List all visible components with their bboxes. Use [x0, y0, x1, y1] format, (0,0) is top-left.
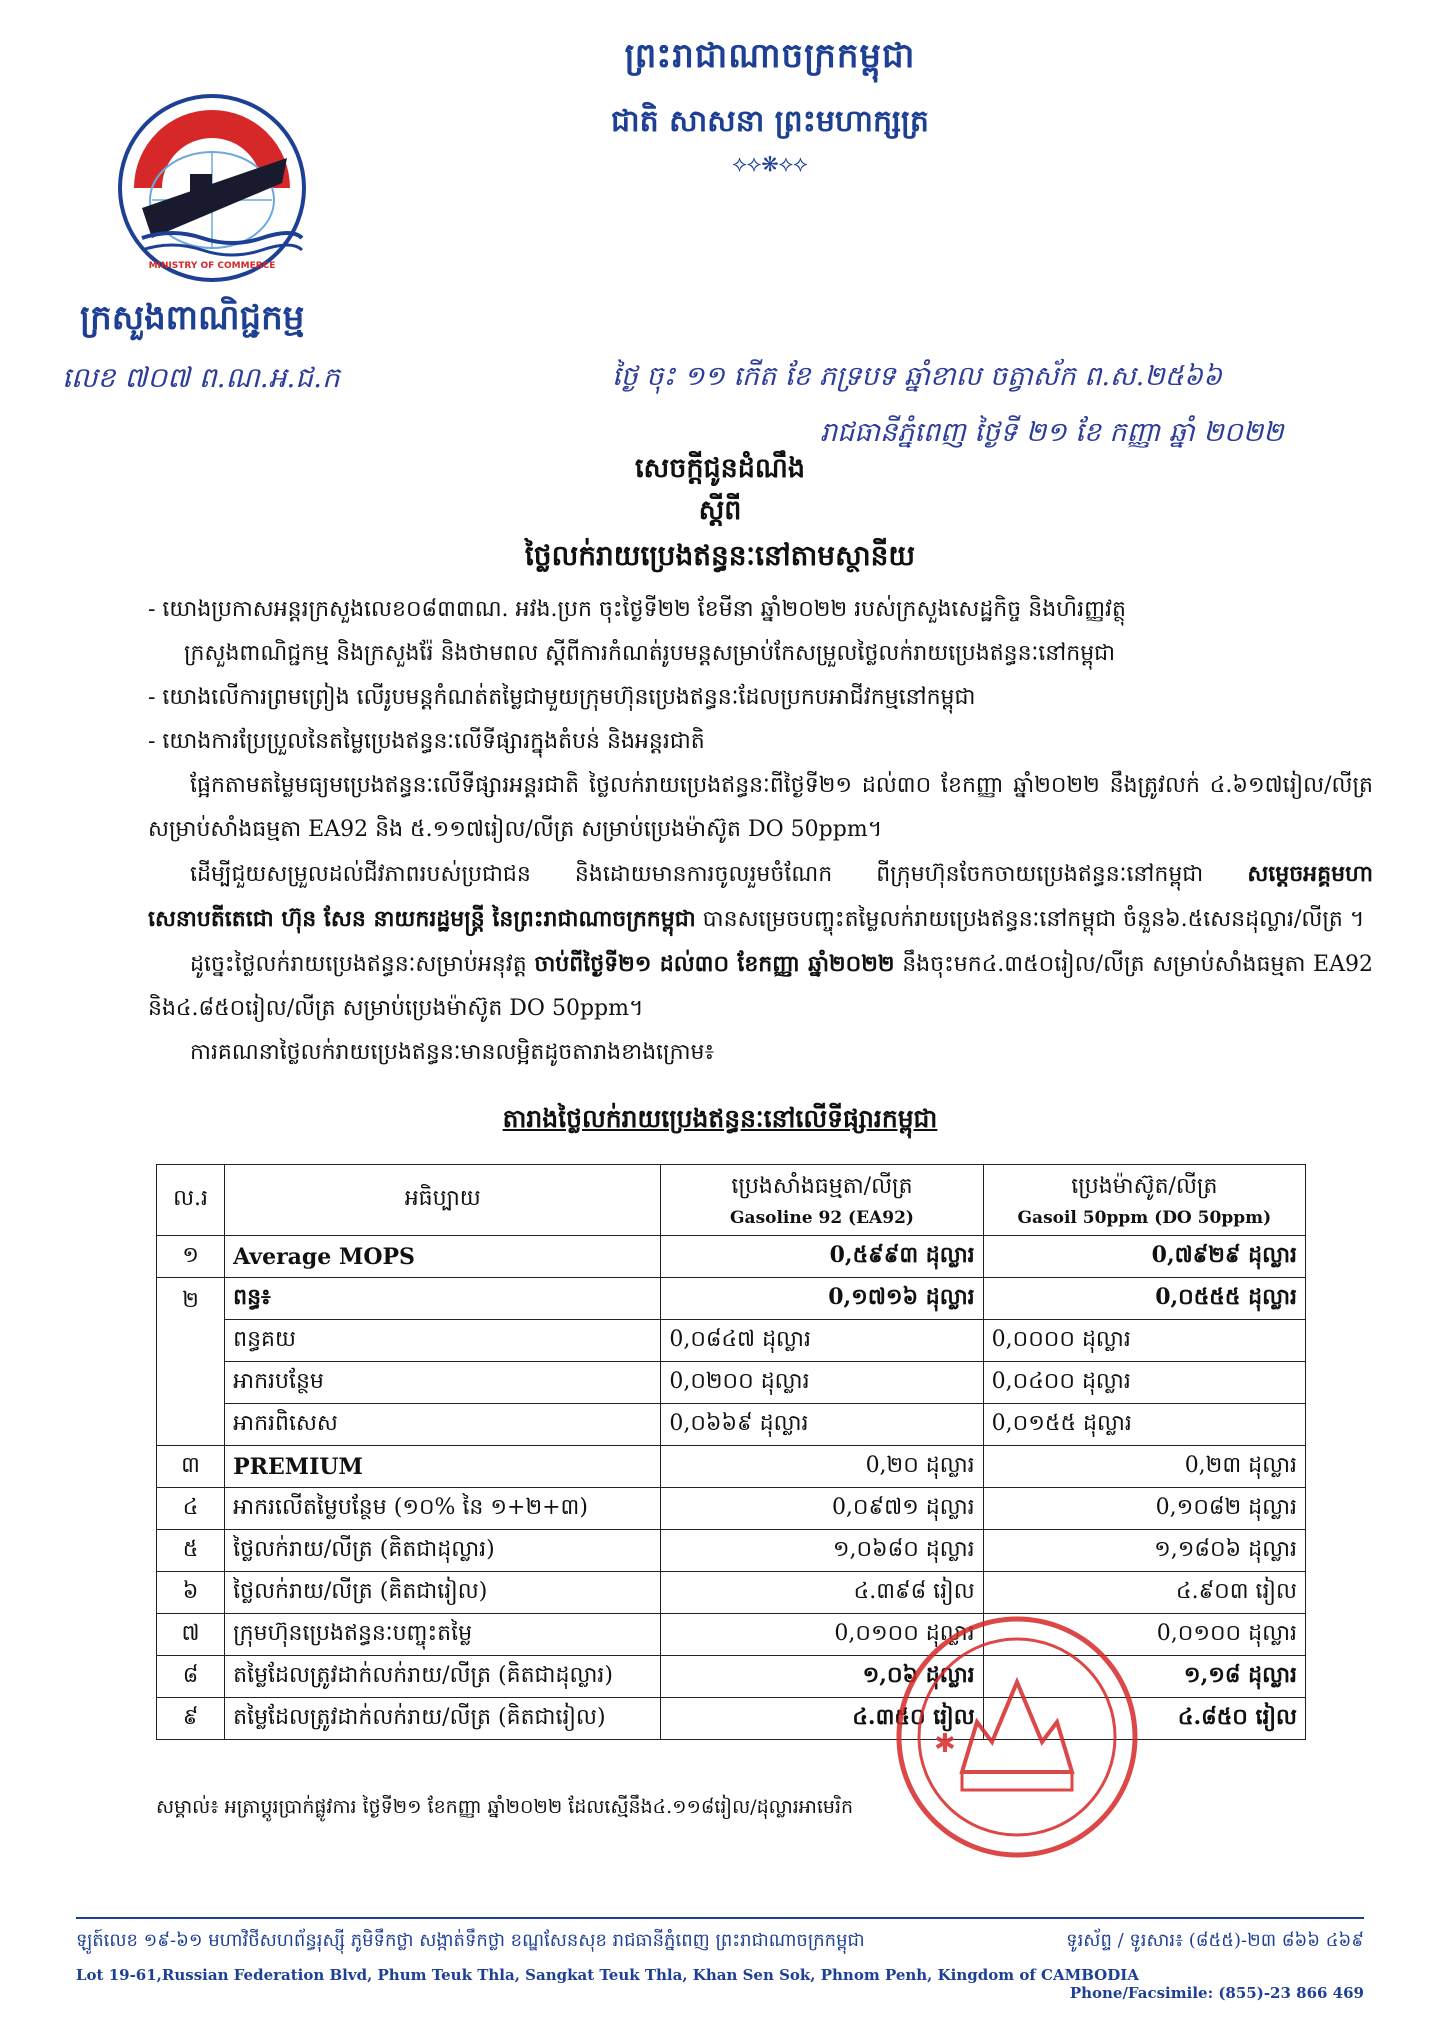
header-gasoline: ប្រេងសាំងធម្មតា/លីត្រ Gasoline 92 (EA92) [661, 1165, 983, 1236]
address-english: Lot 19-61,Russian Federation Blvd, Phum Teuk Thla, Sangkat Teuk Thla, Khan Sen Sok, Phnom Penh, Kingdom of CAMBODIA [76, 1966, 1139, 1984]
table-header-row [157, 1165, 1306, 1236]
footer-english [76, 1966, 1364, 2002]
phone-english: Phone/Facsimile: (855)-23 866 469 [1069, 1984, 1364, 2002]
header-description: អធិប្បាយ [225, 1165, 661, 1236]
reference-bullet-2: - យោងលើការព្រមព្រៀង លើរូបមន្តកំណត់តម្លៃជាមួយក្រុមហ៊ុនប្រេងឥន្ធនៈដែលប្រកបអាជីវកម្មនៅកម្ពុជា [148, 685, 976, 710]
kingdom-title: ព្រះរាជាណាចក្រកម្ពុជា [624, 36, 916, 76]
address-khmer: ឡូត៍លេខ ១៩-៦១ មហាវិថីសហព័ន្ធរុស្ស៊ី ភូមិទឹកថ្លា សង្កាត់ទឹកថ្លា ខណ្ឌសែនសុខ រាជធានីភ្នំពេញ ព្រះរាជាណាចក្រកម្ពុជា [76, 1930, 865, 1951]
lunar-date: ថ្ងៃ ចុះ ១១ កើត ខែ ភទ្របទ ឆ្នាំខាល ចត្វាស័ក ព.ស.២៥៦៦ [612, 361, 1223, 392]
notice-subject: ថ្លៃលក់រាយប្រេងឥន្ធនៈនៅតាមស្ថានីយ [524, 539, 916, 572]
table-row: ពន្ធគយ 0,០៨៤៧ ដុល្លារ 0,០០០០ ដុល្លារ [157, 1320, 1306, 1362]
footer-khmer [76, 1928, 1364, 1955]
notice-body [148, 588, 1373, 1075]
exchange-rate-note: សម្គាល់៖ អត្រាប្តូរប្រាក់ផ្លូវការ ថ្ងៃទី២១ ខែកញ្ញា ឆ្នាំ២០២២ ដែលស្មើនឹង៤.១១៨រៀល/ដុល្លារអាមេរិក [156, 1796, 854, 1818]
table-row: អាករបន្ថែម 0,០២០០ ដុល្លារ 0,០៤០០ ដុល្លារ [157, 1362, 1306, 1404]
header-no: ល.រ [157, 1165, 225, 1236]
ministry-name: ក្រសួងពាណិជ្ជកម្ម [80, 298, 305, 338]
reference-number: លេខ ៧០៧ ព.ណ.អ.ជ.ក [62, 361, 340, 394]
table-row: ៣ PREMIUM 0,២០ ដុល្លារ 0,២៣ ដុល្លារ [157, 1446, 1306, 1488]
paragraph-market-price: ផ្អែកតាមតម្លៃមធ្យមប្រេងឥន្ធនៈលើទីផ្សារអន្តរជាតិ ថ្លៃលក់រាយប្រេងឥន្ធនៈពីថ្ងៃទី២១ ដល់៣០ ខែកញ្ញា ឆ្នាំ២០២២ នឹងត្រូវលក់ ៤.៦១៧រៀល/លីត្រ សម្រាប់សាំងធម្មតា EA92 និង ៥.១១៧រៀល/លីត្រ សម្រាប់ប្រេងម៉ាស៊ូត DO 50ppm។ [148, 773, 1373, 842]
national-motto: ជាតិ សាសនា ព្រះមហាក្សត្រ [611, 104, 929, 139]
svg-text:✱: ✱ [934, 1729, 956, 1759]
table-row: ៩ តម្លៃដែលត្រូវដាក់លក់រាយ/លីត្រ (គិតជារៀល) ៤.៣៥០ រៀល ៤.៨៥០ រៀល [157, 1698, 1306, 1740]
reference-bullet-3: - យោងការប្រែប្រួលនៃតម្លៃប្រេងឥន្ធនៈលើទីផ្សារក្នុងតំបន់ និងអន្តរជាតិ [148, 729, 705, 754]
document-header [380, 34, 1160, 177]
footer-divider [76, 1917, 1364, 1919]
table-row: ៧ ក្រុមហ៊ុនប្រេងឥន្ធនៈបញ្ចុះតម្លៃ 0,០១០០ ដុល្លារ 0,០១០០ ដុល្លារ [157, 1614, 1306, 1656]
table-row: ៤ អាករលើតម្លៃបន្ថែម (១០% នៃ ១+២+៣) 0,០៩៧១ ដុល្លារ 0,១០៨២ ដុល្លារ [157, 1488, 1306, 1530]
table-row: ២ ពន្ធ៖ 0,១៧១៦ ដុល្លារ 0,០៥៥៥ ដុល្លារ [157, 1278, 1306, 1320]
ministry-logo [112, 88, 312, 288]
table-row: ៨ តម្លៃដែលត្រូវដាក់លក់រាយ/លីត្រ (គិតជាដុល្លារ) ១,០៦ ដុល្លារ ១,១៨ ដុល្លារ [157, 1656, 1306, 1698]
phone-khmer: ទូរស័ព្ទ / ទូរសារ៖ (៨៥៥)-២៣ ៨៦៦ ៤៦៩ [1066, 1930, 1364, 1951]
table-row: ៦ ថ្លៃលក់រាយ/លីត្រ (គិតជារៀល) ៤.៣៩៨ រៀល ៤.៩០៣ រៀល [157, 1572, 1306, 1614]
reference-bullet-1: - យោងប្រកាសអន្តរក្រសួងលេខ០៨៣៣ណ. អវង.ប្រក ចុះថ្ងៃទី២២ ខែមីនា ឆ្នាំ២០២២ របស់ក្រសួងសេដ្ឋកិច្ច និងហិរញ្ញវត្ថុ ក្រសួងពាណិជ្ជកម្ម និងក្រសួងរ៉ែ និងថាមពល ស្តីពីការកំណត់រូបមន្តសម្រាប់កែសម្រួលថ្លៃលក់រាយប្រេងឥន្ធនៈនៅកម្ពុជា [148, 597, 1126, 666]
table-row: ១ Average MOPS 0,៥៩៩៣ ដុល្លារ 0,៧៩២៩ ដុល្លារ [157, 1236, 1306, 1278]
table-row: ៥ ថ្លៃលក់រាយ/លីត្រ (គិតជាដុល្លារ) ១,០៦៨០ ដុល្លារ ១,១៨០៦ ដុល្លារ [157, 1530, 1306, 1572]
table-title: តារាងថ្លៃលក់រាយប្រេងឥន្ធនៈនៅលើទីផ្សារកម្ពុជា [502, 1104, 938, 1133]
solar-date: រាជធានីភ្នំពេញ ថ្ងៃទី ២១ ខែ កញ្ញា ឆ្នាំ ២០២២ [820, 417, 1284, 448]
logo-caption: MINISTRY OF COMMERCE [148, 261, 276, 271]
table-row: អាករពិសេស 0,០៦៦៩ ដុល្លារ 0,០១៥៥ ដុល្លារ [157, 1404, 1306, 1446]
notice-about: ស្តីពី [698, 495, 742, 526]
paragraph-final-price: ដូច្នេះថ្លៃលក់រាយប្រេងឥន្ធនៈសម្រាប់អនុវត្ត ចាប់ពីថ្ងៃទី២១ ដល់៣០ ខែកញ្ញា ឆ្នាំ២០២២ នឹងចុះមក៤.៣៥០រៀល/លីត្រ សម្រាប់សាំងធម្មតា EA92 និង៤.៨៥០រៀល/លីត្រ សម្រាប់ប្រេងម៉ាស៊ូត DO 50ppm។ [148, 951, 1373, 1021]
header-ornament: ⟡⟡❋⟡⟡ [732, 152, 808, 177]
paragraph-discount: ដើម្បីជួយសម្រួលដល់ជីវភាពរបស់ប្រជាជន និងដោយមានការចូលរួមចំណែក ពីក្រុមហ៊ុនចែកចាយប្រេងឥន្ធនៈនៅកម្ពុជា សម្តេចអគ្គមហាសេនាបតីតេជោ ហ៊ុន សែន នាយករដ្ឋមន្ត្រី នៃព្រះរាជាណាចក្រកម្ពុជា បានសម្រេចបញ្ចុះតម្លៃលក់រាយប្រេងឥន្ធនៈនៅកម្ពុជា ចំនួន៦.៥សេនដុល្លារ/លីត្រ ។ [148, 861, 1373, 932]
paragraph-table-intro: ការគណនាថ្លៃលក់រាយប្រេងឥន្ធនៈមានលម្អិតដូចតារាងខាងក្រោម៖ [190, 1040, 715, 1065]
notice-title: សេចក្តីជូនដំណឹង [634, 453, 806, 484]
header-diesel: ប្រេងម៉ាស៊ូត/លីត្រ Gasoil 50ppm (DO 50ppm) [983, 1165, 1305, 1236]
official-stamp [892, 1612, 1142, 1862]
